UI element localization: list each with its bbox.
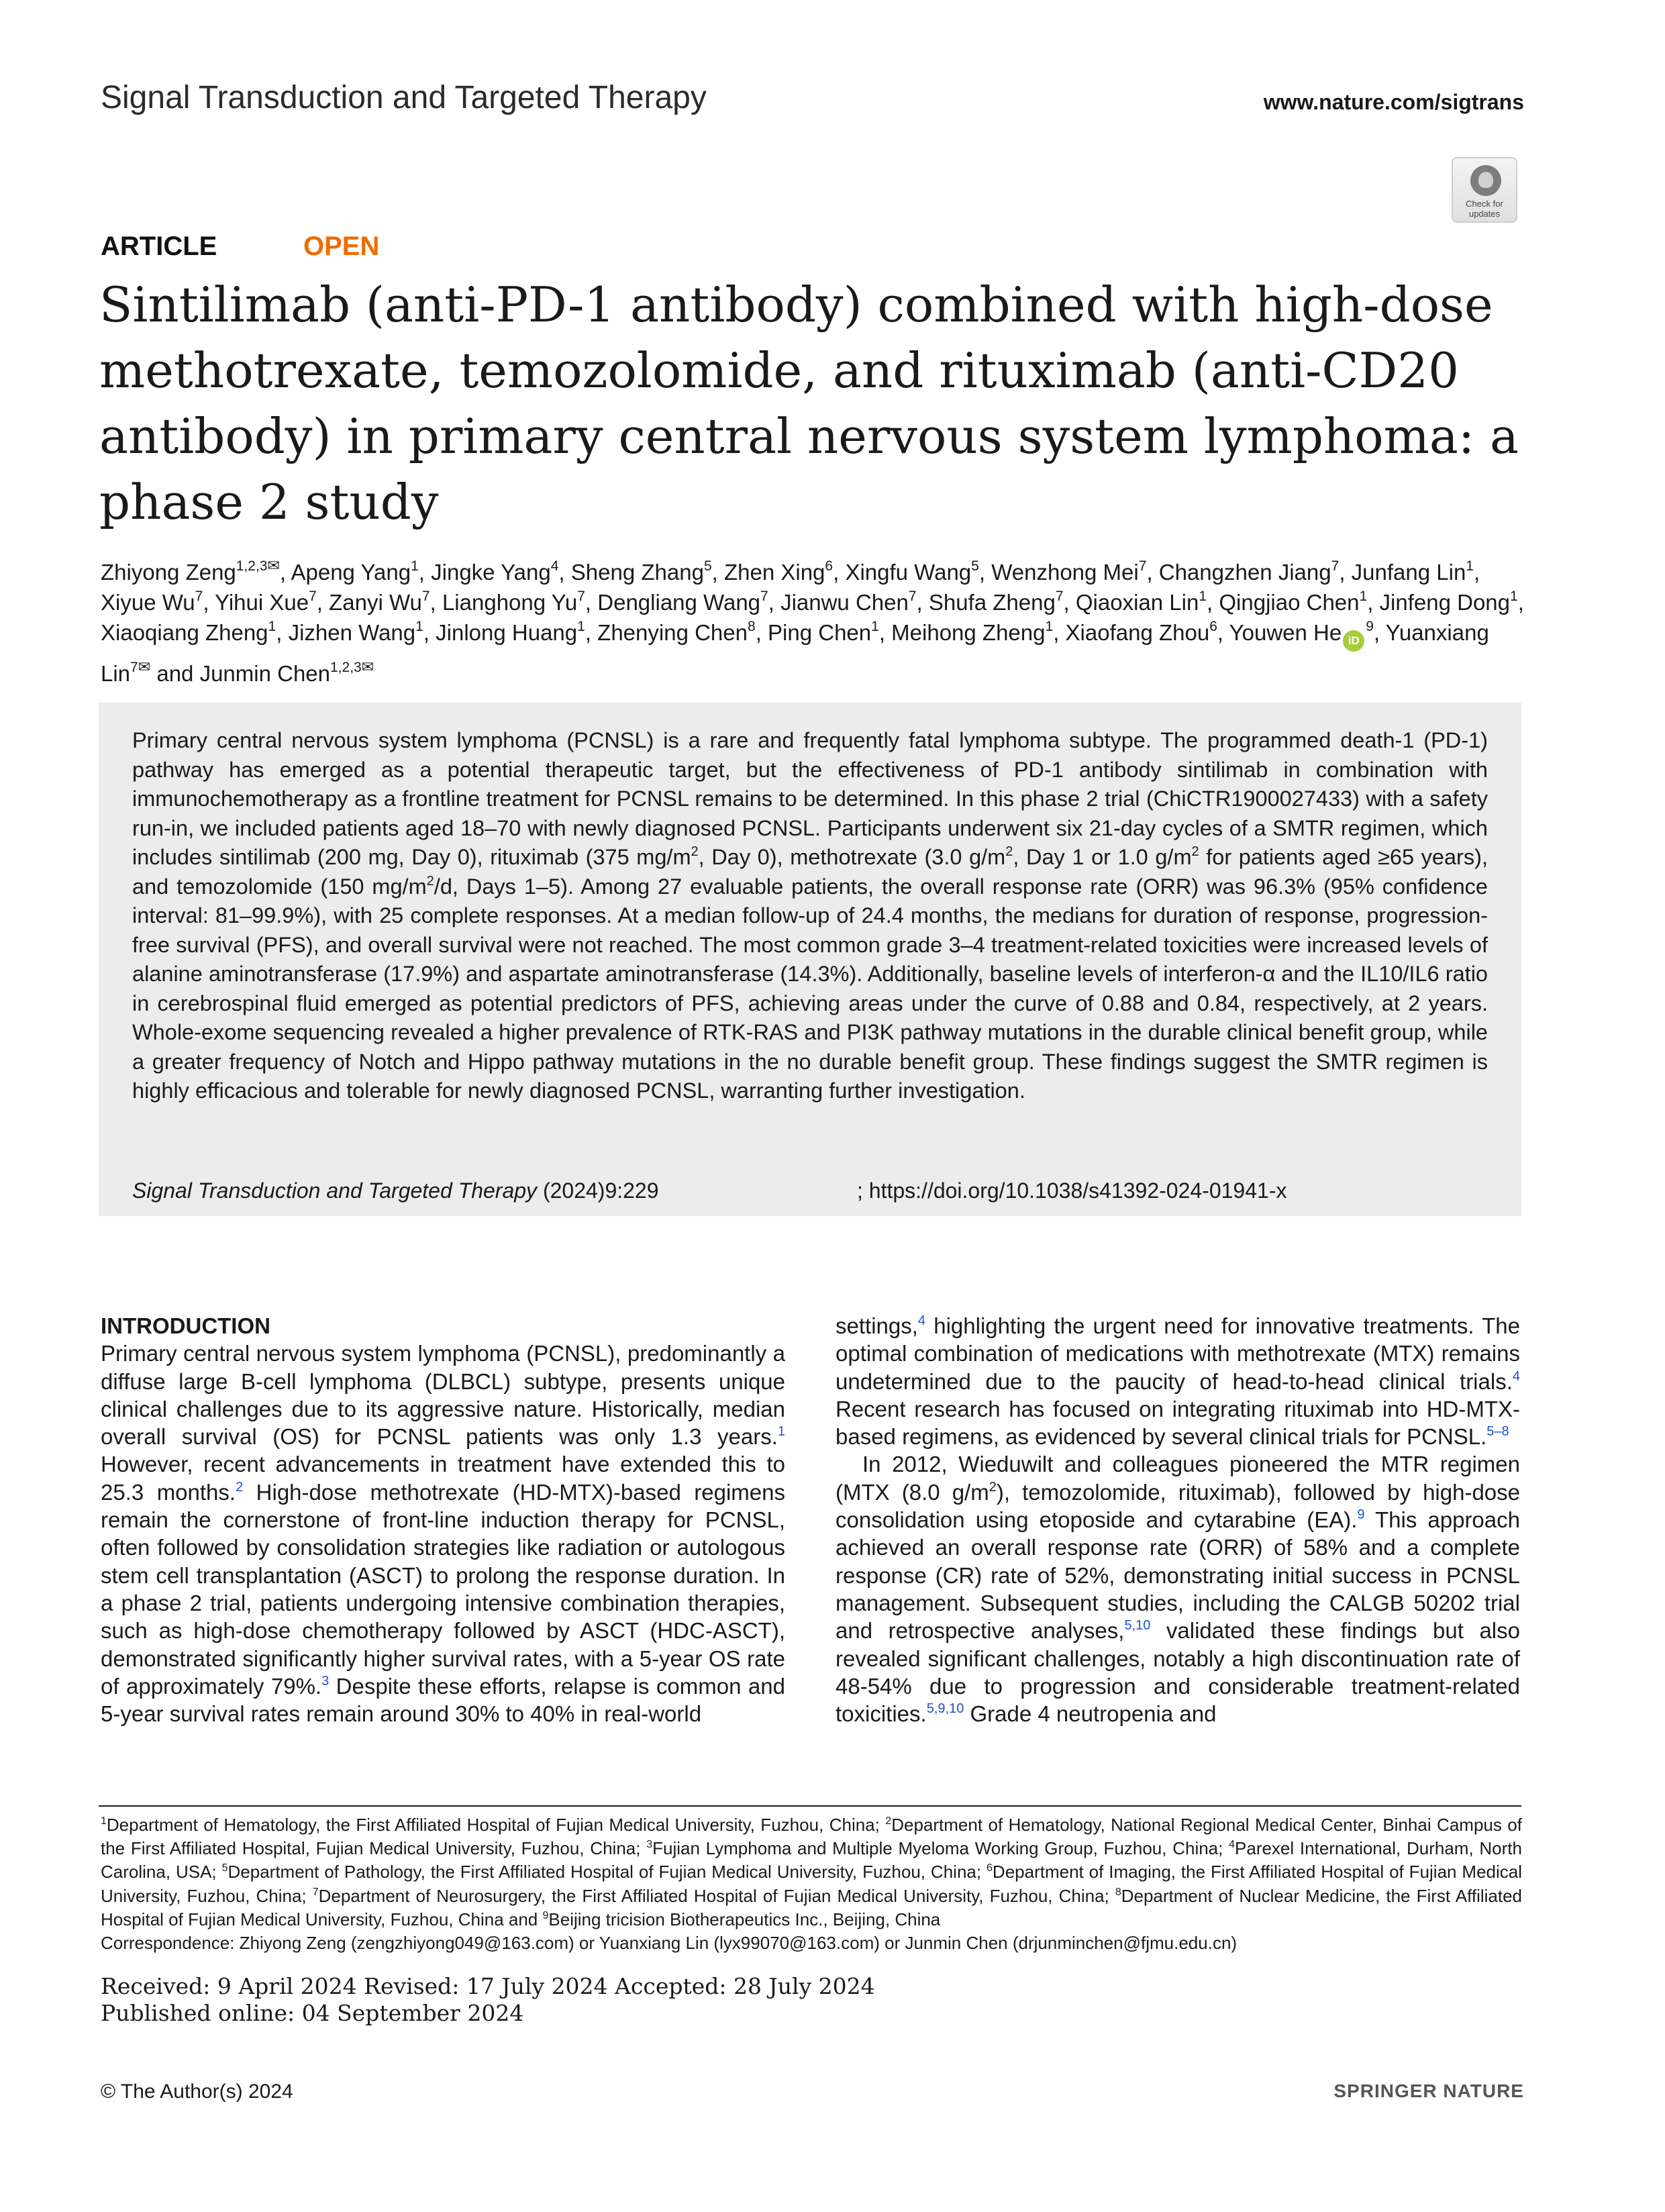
author-affiliation-sup: 9: [1366, 619, 1374, 634]
author-name: Jizhen Wang: [288, 620, 416, 645]
correspondence: Correspondence: Zhiyong Zeng (zengzhiyong049@163.com) or Yuanxiang Lin (lyx99070@163.com) or Junmin Chen (drjunminchen@fjmu.edu.cn): [101, 1933, 1238, 1954]
author-affiliation-sup: 7: [1138, 558, 1147, 574]
envelope-icon[interactable]: ✉: [138, 658, 151, 675]
footnote-divider: [99, 1805, 1521, 1807]
ref-link[interactable]: 9: [1357, 1507, 1365, 1523]
author-affiliation-sup: 5: [971, 558, 979, 574]
author-affiliation-sup: 7: [1331, 558, 1340, 574]
author-name: Lianghong Yu: [442, 590, 578, 615]
journal-name: Signal Transduction and Targeted Therapy: [101, 80, 707, 115]
check-for-updates-badge[interactable]: [1452, 157, 1517, 223]
author-name: Shufa Zheng: [928, 590, 1056, 615]
author-name: Meihong Zheng: [891, 620, 1046, 645]
author-name: Zanyi Wu: [329, 590, 422, 615]
author-name: Yuanxiang Lin: [101, 620, 1489, 686]
author-name: Zhiyong Zeng: [101, 560, 236, 585]
author-affiliation-sup: 1,2,3: [236, 558, 268, 574]
author-name: Junfang Lin: [1351, 560, 1466, 585]
author-name: Xiaoqiang Zheng: [101, 620, 268, 645]
author-affiliation-sup: 1: [1045, 619, 1054, 634]
copyright: © The Author(s) 2024: [101, 2080, 293, 2103]
author-name: Wenzhong Mei: [991, 560, 1139, 585]
ref-link[interactable]: 3: [321, 1673, 330, 1689]
author-affiliation-sup: 1: [1510, 589, 1518, 604]
publisher-logo: SPRINGER NATURE: [1333, 2080, 1524, 2101]
open-access-label: OPEN: [303, 232, 380, 261]
author-name: Xingfu Wang: [845, 560, 972, 585]
author-affiliation-sup: 4: [550, 558, 559, 574]
ref-link[interactable]: 2: [236, 1479, 244, 1495]
author-name: Zhenying Chen: [597, 620, 748, 645]
author-affiliation-sup: 7: [760, 589, 768, 604]
author-affiliation-sup: 1: [1359, 589, 1368, 604]
author-affiliation-sup: 7: [309, 589, 317, 604]
author-affiliation-sup: 7: [577, 589, 585, 604]
author-affiliation-sup: 6: [1209, 619, 1217, 634]
publication-dates: [101, 1973, 875, 2027]
envelope-icon[interactable]: ✉: [267, 557, 280, 574]
published-online: Published online: 04 September 2024: [101, 2000, 524, 2026]
author-affiliation-sup: 8: [748, 619, 756, 634]
ref-link[interactable]: 5,9,10: [926, 1701, 964, 1717]
author-affiliation-sup: 1: [1466, 558, 1474, 574]
citation-volume: (2024)9:229: [537, 1178, 659, 1203]
author-name: Qiaoxian Lin: [1075, 590, 1199, 615]
intro-left-column: [101, 1312, 785, 1727]
author-affiliation-sup: 7: [421, 589, 430, 604]
author-name: Apeng Yang: [291, 560, 411, 585]
author-affiliation-sup: 6: [825, 558, 834, 574]
author-affiliation-sup: 1: [415, 619, 423, 634]
author-affiliation-sup: 1: [1199, 589, 1207, 604]
author-name: Qingjiao Chen: [1219, 590, 1360, 615]
author-affiliation-sup: 5: [703, 558, 712, 574]
orcid-icon[interactable]: iD: [1343, 630, 1364, 652]
author-name: Jianwu Chen: [780, 590, 909, 615]
abstract-text: Primary central nervous system lymphoma (PCNSL) is a rare and frequently fatal lymphoma subtype. The programmed death-1 (PD-1) pathway has emerged as a potential therapeutic target, but the effectiveness of PD-1 antibody sintilimab in combination with immunochemotherapy as a frontline treatment for PCNSL remains to be determined. In this phase 2 trial (ChiCTR1900027433) with a safety run-in, we included patients aged 18–70 with newly diagnosed PCNSL. Participants underwent six 21-day cycles of a SMTR regimen, which includes sintilimab (200 mg, Day 0), rituximab (375 $mg/m^2$, Day 0), methotrexate (3.0 $g/m^2$, Day 1 or 1.0 $g/m^2$ for patients aged ≥65 years), and temozolomide (150 $mg/m^2/d$, Days 1–5). Among 27 evaluable patients, the overall response rate (ORR) was 96.3% (95% confidence interval: 81–99.9%), with 25 complete responses. At a median follow-up of 24.4 months, the medians for duration of response, progression-free survival (PFS), and overall survival were not reached. The most common grade 3–4 treatment-related toxicities were increased levels of alanine aminotransferase (17.9%) and aspartate aminotransferase (14.3%). Additionally, baseline levels of interferon-α and the IL10/IL6 ratio in cerebrospinal fluid emerged as potential predictors of PFS, achieving areas under the curve of 0.88 and 0.84, respectively, at 2 years. Whole-exome sequencing revealed a higher prevalence of RTK-RAS and PI3K pathway mutations in the durable clinical benefit group, while a greater frequency of Notch and Hippo pathway mutations in the no durable benefit group. These findings suggest the SMTR regimen is highly efficacious and tolerable for newly diagnosed PCNSL, warranting further investigation.: [132, 728, 1488, 1103]
ref-link[interactable]: 5–8: [1486, 1424, 1509, 1440]
ref-link[interactable]: 5,10: [1124, 1618, 1151, 1633]
citation-journal: Signal Transduction and Targeted Therapy: [132, 1178, 538, 1203]
author-affiliation-sup: 7: [195, 589, 203, 604]
check-for-updates-icon: [1470, 165, 1501, 196]
author-name: Zhen Xing: [723, 560, 825, 585]
intro-heading: INTRODUCTION: [101, 1313, 270, 1338]
intro-paragraph-2: In 2012, Wieduwilt and colleagues pioneered the MTR regimen (MTX (8.0 $g/m^2$), temozolomide, rituximab), followed by high-dose consolidation using etoposide and cytarabine (EA).$^9$ This approach achieved an overall response rate (ORR) of 58% and a complete response (CR) rate of 52%, demonstrating initial success in PCNSL management. Subsequent studies, including the CALGB 50202 trial and retrospective analyses,$^{5,10}$ validated these findings but also revealed significant challenges, notably a high discontinuation rate of 48-54% due to progression and considerable treatment-related toxicities.$^{5,9,10}$ Grade 4 neutropenia and: [836, 1452, 1521, 1727]
journal-url-link[interactable]: www.nature.com/sigtrans: [1263, 90, 1524, 114]
received-revised-accepted: Received: 9 April 2024 Revised: 17 July 2024 Accepted: 28 July 2024: [101, 1973, 875, 1999]
author-affiliation-sup: 1: [411, 558, 419, 574]
author-list: Zhiyong Zeng$^{1,2,3✉}$, Apeng Yang$^1$, Jingke Yang$^4$, Sheng Zhang$^5$, Zhen Xing$^6$, Xingfu Wang$^5$, Wenzhong Mei$^7$, Changzhen Jiang$^7$, Junfang Lin$^1$, Xiyue Wu$^7$, Yihui Xue$^7$, Zanyi Wu$^7$, Lianghong Yu$^7$, Dengliang Wang$^7$, Jianwu Chen$^7$, Shufa Zheng$^7$, Qiaoxian Lin$^1$, Qingjiao Chen$^1$, Jinfeng Dong$^1$, Xiaoqiang Zheng$^1$, Jizhen Wang$^1$, Jinlong Huang$^1$, Zhenying Chen$^8$, Ping Chen$^1$, Meihong Zheng$^1$, Xiaofang Zhou$^6$, Youwen He $iD^9$, Yuanxiang Lin$^{7✉}$ and Junmin Chen$^{1,2,3✉}$: [101, 557, 1524, 686]
author-affiliation-sup: 7: [908, 589, 917, 604]
author-name: Changzhen Jiang: [1158, 560, 1331, 585]
citation-line: [132, 1178, 1287, 1203]
ref-link[interactable]: 1: [777, 1424, 785, 1440]
article-title: Sintilimab (anti-PD-1 antibody) combined with high-dose methotrexate, temozolomide, and rituximab (anti-CD20 antibody) in primary central nervous system lymphoma: a phase 2 study: [99, 276, 1519, 530]
author-affiliation-sup: 1: [577, 619, 585, 634]
author-name: Yihui Xue: [215, 590, 309, 615]
affiliations: $^1$Department of Hematology, the First Affiliated Hospital of Fujian Medical University, Fuzhou, China; $^2$Department of Hematology, National Regional Medical Center, Binhai Campus of the First Affiliated Hospital, Fujian Medical University, Fuzhou, China; $^3$Fujian Lymphoma and Multiple Myeloma Working Group, Fuzhou, China; $^4$Parexel International, Durham, North Carolina, USA; $^5$Department of Pathology, the First Affiliated Hospital of Fujian Medical University, Fuzhou, China; $^6$Department of Imaging, the First Affiliated Hospital of Fujian Medical University, Fuzhou, China; $^7$Department of Neurosurgery, the First Affiliated Hospital of Fujian Medical University, Fuzhou, China; $^8$Department of Nuclear Medicine, the First Affiliated Hospital of Fujian Medical University, Fuzhou, China and $^9$Beijing tricision Biotherapeutics Inc., Beijing, China Correspondence: Zhiyong Zeng (zengzhiyong049@163.com) or Yuanxiang Lin (lyx99070@163.com) or Junmin Chen (drjunminchen@fjmu.edu.cn): [101, 1815, 1523, 1954]
author-name: Jingke Yang: [431, 560, 551, 585]
ref-link[interactable]: 4: [917, 1313, 926, 1328]
intro-paragraph-1: Primary central nervous system lymphoma (PCNSL), predominantly a diffuse large B-cell lymphoma (DLBCL) subtype, presents unique clinical challenges due to its aggressive nature. Historically, median overall survival (OS) for PCNSL patients was only 1.3 years.$^1$ However, recent advancements in treatment have extended this to 25.3 months.$^2$ High-dose methotrexate (HD-MTX)-based regimens remain the cornerstone of front-line induction therapy for PCNSL, often followed by consolidation strategies like radiation or autologous stem cell transplantation (ASCT) to prolong the response duration. In a phase 2 trial, patients undergoing intensive combination therapies, such as high-dose chemotherapy followed by ASCT (HDC-ASCT), demonstrated significantly higher survival rates, with a 5-year OS rate of approximately 79%.$^3$ Despite these efforts, relapse is common and 5-year survival rates remain around 30% to 40% in real-world: [101, 1341, 785, 1727]
article-type-label: ARTICLE: [101, 232, 217, 261]
author-name: Junmin Chen: [199, 661, 331, 686]
author-name: Jinlong Huang: [436, 620, 578, 645]
author-name: Dengliang Wang: [597, 590, 761, 615]
author-name: Sheng Zhang: [570, 560, 704, 585]
intro-right-column: [836, 1312, 1520, 1727]
intro-paragraph-1-cont: settings,$^4$ highlighting the urgent need for innovative treatments. The optimal combination of medications with methotrexate (MTX) remains undetermined due to the paucity of head-to-head clinical trials.$^4$ Recent research has focused on integrating rituximab into HD-MTX-based regimens, as evidenced by several clinical trials for PCNSL.$^{5-8}$: [836, 1313, 1520, 1450]
doi-link[interactable]: ; https://doi.org/10.1038/s41392-024-01941-x: [857, 1178, 1287, 1203]
author-name: Jinfeng Dong: [1379, 590, 1511, 615]
author-name: Xiyue Wu: [101, 590, 195, 615]
author-affiliation-sup: 1,2,3: [330, 660, 362, 675]
author-affiliation-sup: 1: [871, 619, 879, 634]
author-name: Xiaofang Zhou: [1065, 620, 1210, 645]
author-affiliation-sup: 7: [1055, 589, 1064, 604]
envelope-icon[interactable]: ✉: [361, 658, 374, 675]
ref-link[interactable]: 4: [1512, 1368, 1520, 1384]
author-affiliation-sup: 1: [268, 619, 276, 634]
badge-text: Check for updates: [1466, 199, 1503, 219]
author-name: Ping Chen: [768, 620, 872, 645]
author-name: Youwen He: [1229, 620, 1342, 645]
author-affiliation-sup: 7: [130, 660, 138, 675]
